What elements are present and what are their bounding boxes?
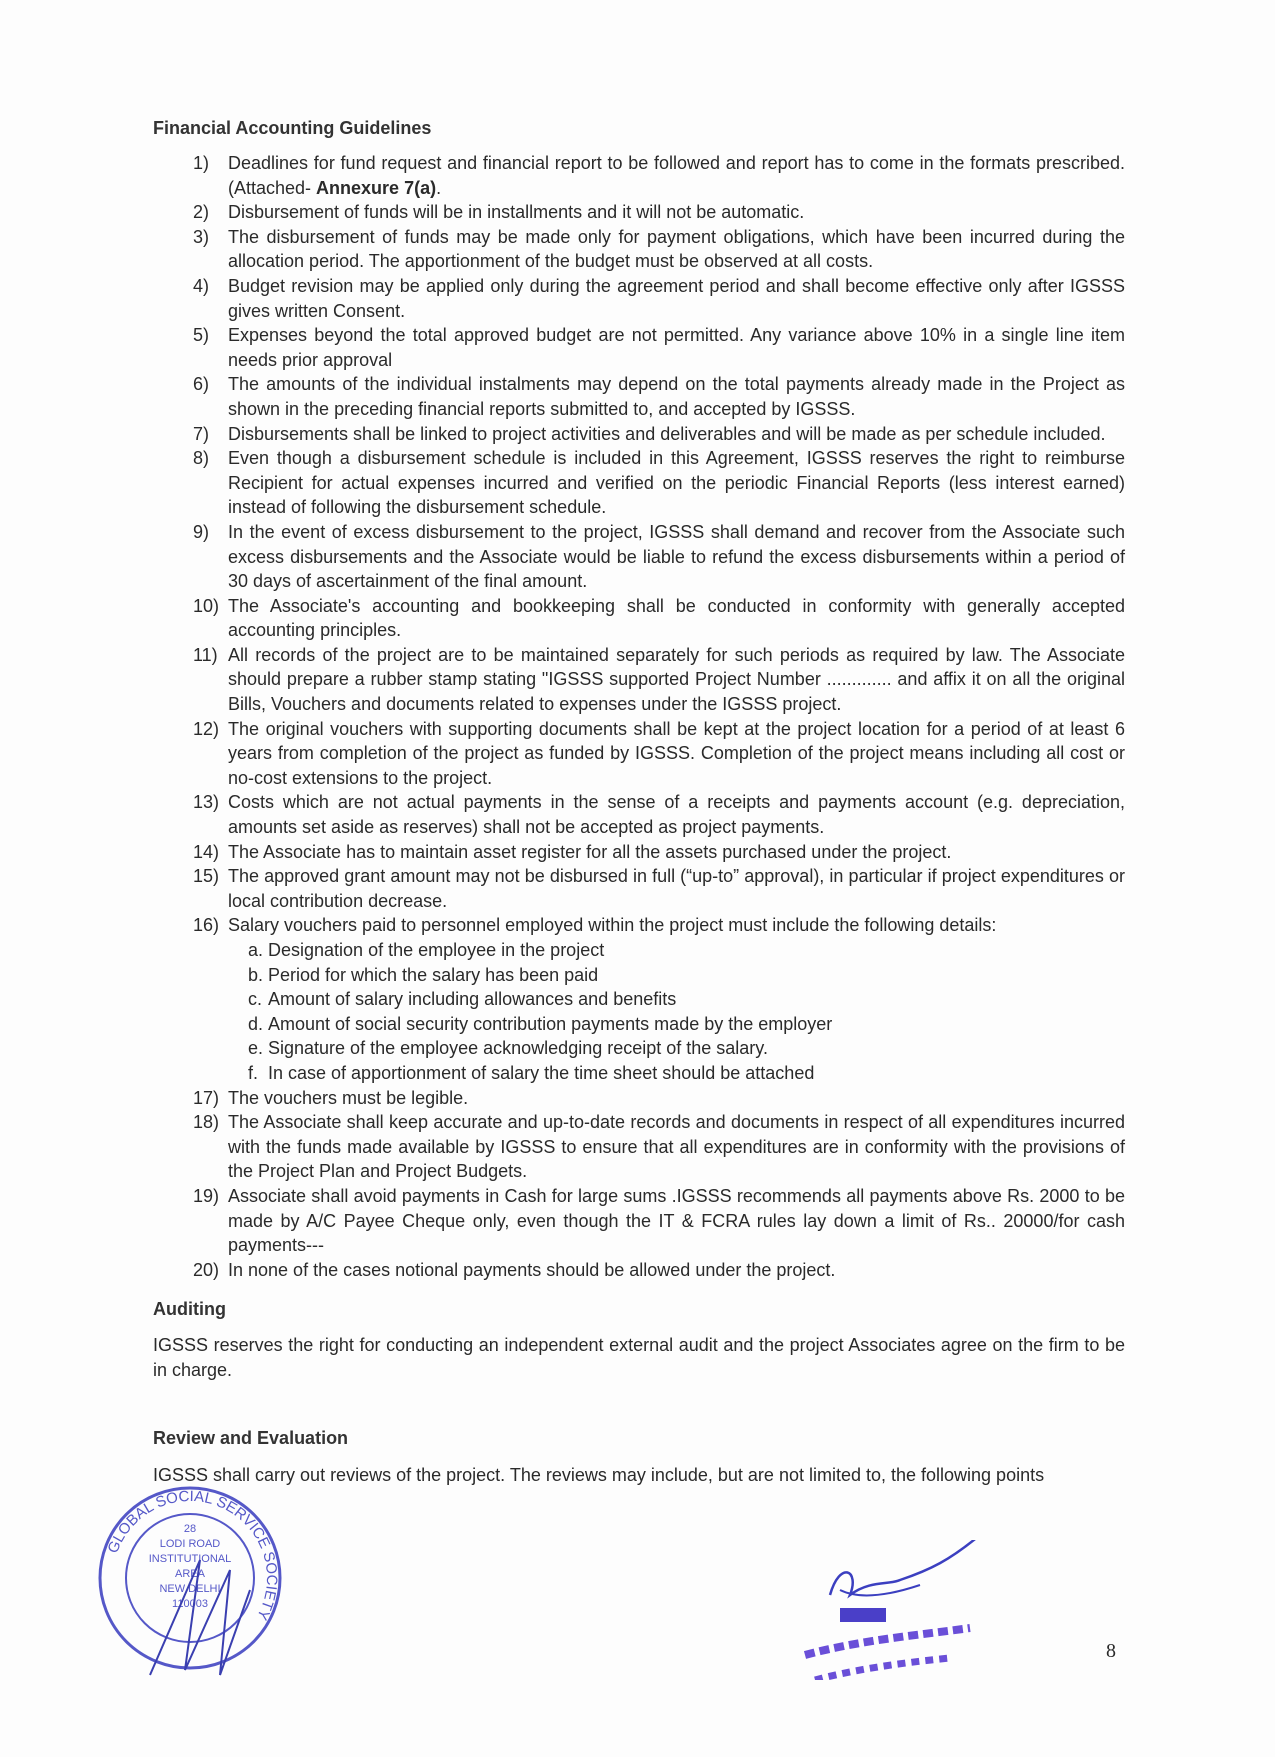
item-number: 16)	[193, 915, 220, 936]
item-number: 19)	[193, 1185, 220, 1206]
item-number: 20)	[193, 1259, 220, 1280]
item-number: 5)	[193, 325, 210, 346]
item-text: The Associate has to maintain asset register for all the assets purchased under the project.	[228, 841, 952, 862]
svg-text:NEW DELHI: NEW DELHI	[159, 1583, 221, 1595]
guidelines-list	[193, 151, 1125, 1282]
item-number: 3)	[193, 226, 210, 247]
list-item	[193, 840, 1125, 865]
item-text: The approved grant amount may not be disbursed in full (“up-to” approval), in particular if project expenditures or local contribution decrease.	[228, 866, 1125, 911]
auditing-text: IGSSS reserves the right for conducting an independent external audit and the project Associates agree on the firm to be in charge.	[153, 1335, 1125, 1380]
sub-item-letter: f.	[248, 1062, 259, 1083]
sub-item-letter: c.	[248, 989, 263, 1010]
sub-item-letter: a.	[248, 940, 264, 960]
sub-item	[248, 1061, 1125, 1086]
item-number: 2)	[193, 202, 210, 223]
sub-item-text: Designation of the employee in the project	[268, 940, 605, 960]
item-number: 7)	[193, 423, 210, 444]
item-text: Associate shall avoid payments in Cash for large sums .IGSSS recommends all payments above Rs. 2000 to be made by A/C Payee Cheque only, even though the IT & FCRA rules lay down a limit of Rs.. 20000/for cash payments---	[228, 1185, 1125, 1256]
sub-item-letter: e.	[248, 1038, 264, 1059]
item-text: The vouchers must be legible.	[228, 1087, 469, 1108]
sub-item-letter: b.	[248, 964, 264, 985]
item-number: 10)	[193, 595, 220, 616]
item-text: In the event of excess disbursement to the project, IGSSS shall demand and recover from the Associate such excess disbursements and the Associate would be liable to refund the excess disbursements within a period of 30 days of ascertainment of the final amount.	[228, 521, 1125, 592]
item-number: 13)	[193, 792, 220, 813]
list-item	[193, 717, 1125, 791]
list-item	[193, 274, 1125, 323]
svg-text:GLOBAL SOCIAL SERVICE SOCIETY: GLOBAL SOCIAL SERVICE SOCIETY	[104, 1487, 281, 1623]
item-text: Disbursement of funds will be in installments and it will not be automatic.	[228, 202, 805, 223]
sub-item	[248, 938, 1125, 963]
item-number: 4)	[193, 275, 210, 296]
page-number: 8	[1106, 1640, 1116, 1662]
sub-item-text: Period for which the salary has been paid	[268, 964, 599, 985]
item-text: Disbursements shall be linked to project activities and deliverables and will be made as per schedule included.	[228, 423, 1106, 444]
svg-text:28: 28	[183, 1523, 197, 1535]
item-number: 1)	[193, 153, 210, 173]
list-item	[193, 323, 1125, 372]
list-item	[193, 1086, 1125, 1111]
list-item	[193, 1184, 1125, 1258]
item-text	[228, 151, 1125, 200]
item-number: 18)	[193, 1112, 220, 1133]
list-item	[193, 446, 1125, 520]
item-text: Budget revision may be applied only during the agreement period and shall become effective only after IGSSS gives written Consent.	[228, 275, 1125, 321]
sub-item-text: In case of apportionment of salary the time sheet should be attached	[268, 1062, 815, 1083]
item-number: 9)	[193, 521, 210, 542]
item-text: The disbursement of funds may be made only for payment obligations, which have been incurred during the allocation period. The apportionment of the budget must be observed at all costs.	[228, 226, 1125, 272]
item-text: The Associate shall keep accurate and up-to-date records and documents in respect of all expenditures incurred with the funds made available by IGSSS to ensure that all expenditures are in conformity with the provisions of the Project Plan and Project Budgets.	[228, 1112, 1125, 1182]
item-number: 14)	[193, 841, 220, 862]
list-item	[193, 1258, 1125, 1283]
section-title-review: Review and Evaluation	[153, 1428, 349, 1448]
item-text-part: .	[436, 177, 442, 198]
item-number: 12)	[193, 718, 220, 739]
item-text: Costs which are not actual payments in the sense of a receipts and payments account (e.g. depreciation, amounts set aside as reserves) shall not be accepted as project payments.	[228, 792, 1125, 838]
list-item	[193, 200, 1125, 225]
list-item	[193, 422, 1125, 447]
list-item	[193, 594, 1125, 643]
list-item	[193, 372, 1125, 421]
item-number: 8)	[193, 448, 210, 469]
sub-item-text: Amount of salary including allowances and benefits	[268, 989, 677, 1010]
item-text: In none of the cases notional payments should be allowed under the project.	[228, 1259, 836, 1280]
item-text-part: Deadlines for fund request and financial report to be followed and report has to come in the formats prescribed. (Attached-	[228, 153, 1125, 198]
item-text: The amounts of the individual instalments may depend on the total payments already made in the Project as shown in the preceding financial reports submitted to, and accepted by IGSSS.	[228, 374, 1125, 419]
signature-and-stamp	[800, 1540, 1020, 1680]
sub-item-text: Signature of the employee acknowledging receipt of the salary.	[268, 1038, 768, 1059]
section-title-financial: Financial Accounting Guidelines	[153, 118, 432, 138]
item-number: 15)	[193, 866, 220, 887]
item-text: The original vouchers with supporting documents shall be kept at the project location for a period of at least 6 years from completion of the project as funded by IGSSS. Completion of the project means including all cost or no-cost extensions to the project.	[228, 718, 1125, 788]
item-text: Expenses beyond the total approved budget are not permitted. Any variance above 10% in a single line item needs prior approval	[228, 325, 1125, 370]
svg-text:AREA: AREA	[175, 1568, 205, 1580]
item-number: 11)	[193, 644, 218, 665]
list-item	[193, 1110, 1125, 1184]
sub-item	[248, 963, 1125, 988]
svg-text:110003: 110003	[172, 1598, 208, 1610]
item-text: All records of the project are to be maintained separately for such periods as required by law. The Associate should prepare a rubber stamp stating "IGSSS supported Project Number ............. and affix it on all the original Bills, Vouchers and documents related to expenses under the IGSSS project.	[228, 644, 1125, 715]
item-text: The Associate's accounting and bookkeeping shall be conducted in conformity with generally accepted accounting principles.	[228, 595, 1125, 641]
item-number: 17)	[193, 1087, 220, 1108]
sub-item-text: Amount of social security contribution payments made by the employer	[268, 1013, 833, 1034]
sub-item	[248, 1036, 1125, 1061]
annexure-ref: Annexure 7(a)	[316, 177, 437, 198]
list-item	[193, 520, 1125, 594]
review-text: IGSSS shall carry out reviews of the project. The reviews may include, but are not limited to, the following points	[153, 1465, 1045, 1485]
item-text: Salary vouchers paid to personnel employed within the project must include the following details:	[228, 915, 997, 936]
list-item	[193, 643, 1125, 717]
salary-details-list	[248, 938, 1125, 1086]
item-number: 6)	[193, 374, 210, 395]
svg-text:INSTITUTIONAL: INSTITUTIONAL	[148, 1553, 232, 1565]
organization-seal	[90, 1480, 290, 1680]
item-text: Even though a disbursement schedule is included in this Agreement, IGSSS reserves the right to reimburse Recipient for actual expenses incurred and verified on the periodic Financial Reports (less interest earned) instead of following the disbursement schedule.	[228, 448, 1125, 518]
svg-text:LODI ROAD: LODI ROAD	[159, 1538, 221, 1550]
sub-item-letter: d.	[248, 1013, 264, 1034]
list-item	[193, 913, 1125, 938]
sub-item	[248, 987, 1125, 1012]
list-item	[193, 864, 1125, 913]
section-title-auditing: Auditing	[153, 1299, 226, 1319]
sub-item	[248, 1012, 1125, 1037]
list-item	[193, 225, 1125, 274]
list-item	[193, 151, 1125, 200]
list-item	[193, 790, 1125, 839]
